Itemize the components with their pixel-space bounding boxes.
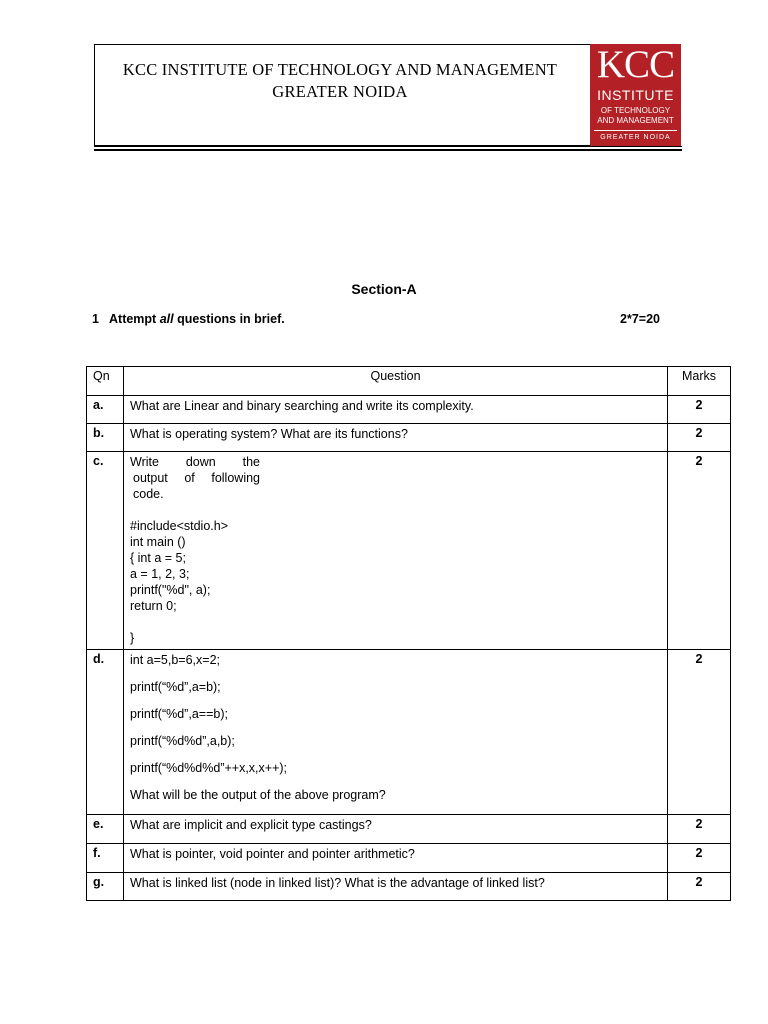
logo-line2: AND MANAGEMENT <box>597 116 674 125</box>
institute-name: KCC INSTITUTE OF TECHNOLOGY AND MANAGEMENT <box>122 60 558 79</box>
section-title: Section-A <box>351 281 417 297</box>
instruction-prefix: Attempt <box>109 312 160 326</box>
row-marks: 2 <box>668 873 731 901</box>
question-number: 1 <box>92 312 99 326</box>
header-rule-thick <box>94 149 682 151</box>
row-label: c. <box>87 452 124 650</box>
header-rule <box>94 146 682 147</box>
row-question: What are implicit and explicit type castings? <box>124 815 668 844</box>
row-question: What is pointer, void pointer and pointer arithmetic? <box>124 844 668 873</box>
row-question-code <box>124 650 668 815</box>
institute-city: GREATER NOIDA <box>272 82 408 101</box>
table-row <box>87 452 731 650</box>
table-row <box>87 396 731 424</box>
row-marks: 2 <box>668 844 731 873</box>
intro-line: output of following <box>133 471 260 485</box>
institute-logo <box>590 44 681 147</box>
row-marks: 2 <box>668 424 731 452</box>
row-label: a. <box>87 396 124 424</box>
spacer <box>130 614 667 630</box>
code-line: } <box>130 631 135 645</box>
logo-divider <box>594 130 677 131</box>
code-line: return 0; <box>130 599 177 613</box>
header-marks: Marks <box>668 367 731 396</box>
code-line: int main () <box>130 535 186 549</box>
table-row <box>87 424 731 452</box>
intro-line: Write down the <box>130 455 260 469</box>
row-question: What is linked list (node in linked list)? What is the advantage of linked list? <box>124 873 668 901</box>
code-line: printf(“%d”,a=b); <box>130 680 221 694</box>
row-question: What is operating system? What are its functions? <box>124 424 668 452</box>
spacer <box>130 502 667 518</box>
logo-kcc-text: KCC <box>596 43 675 86</box>
logo-city: GREATER NOIDA <box>600 134 671 141</box>
code-line: printf("%d", a); <box>130 583 211 597</box>
instruction-emphasis: all <box>159 312 174 326</box>
row-label: f. <box>87 844 124 873</box>
table-row <box>87 815 731 844</box>
row-question-code <box>124 452 668 650</box>
row-label: d. <box>87 650 124 815</box>
row-marks: 2 <box>668 815 731 844</box>
row-question: What are Linear and binary searching and write its complexity. <box>124 396 668 424</box>
code-line: int a=5,b=6,x=2; <box>130 653 221 667</box>
code-line: printf(“%d”,a==b); <box>130 707 228 721</box>
table-row <box>87 650 731 815</box>
instruction-suffix: questions in brief. <box>173 312 285 326</box>
row-marks: 2 <box>668 396 731 424</box>
logo-line1: OF TECHNOLOGY <box>600 106 671 115</box>
table-row <box>87 844 731 873</box>
code-line: { int a = 5; <box>130 551 186 565</box>
intro-line: code. <box>133 487 164 501</box>
marks-formula: 2*7=20 <box>620 312 660 326</box>
header-question: Question <box>124 367 668 396</box>
table-header-row <box>87 367 731 396</box>
code-line: #include<stdio.h> <box>130 519 228 533</box>
code-line: a = 1, 2, 3; <box>130 567 190 581</box>
row-marks: 2 <box>668 650 731 815</box>
row-marks: 2 <box>668 452 731 650</box>
logo-institute-text: INSTITUTE <box>597 87 674 103</box>
header-qn: Qn <box>87 367 124 396</box>
code-line: printf(“%d%d”,a,b); <box>130 734 235 748</box>
row-label: g. <box>87 873 124 901</box>
question-instruction <box>109 312 285 326</box>
questions-table <box>86 366 731 901</box>
row-label: e. <box>87 815 124 844</box>
row-label: b. <box>87 424 124 452</box>
code-line: printf(“%d%d%d”++x,x,x++); <box>130 761 288 775</box>
table-row <box>87 873 731 901</box>
question-line: What will be the output of the above program? <box>130 788 386 802</box>
